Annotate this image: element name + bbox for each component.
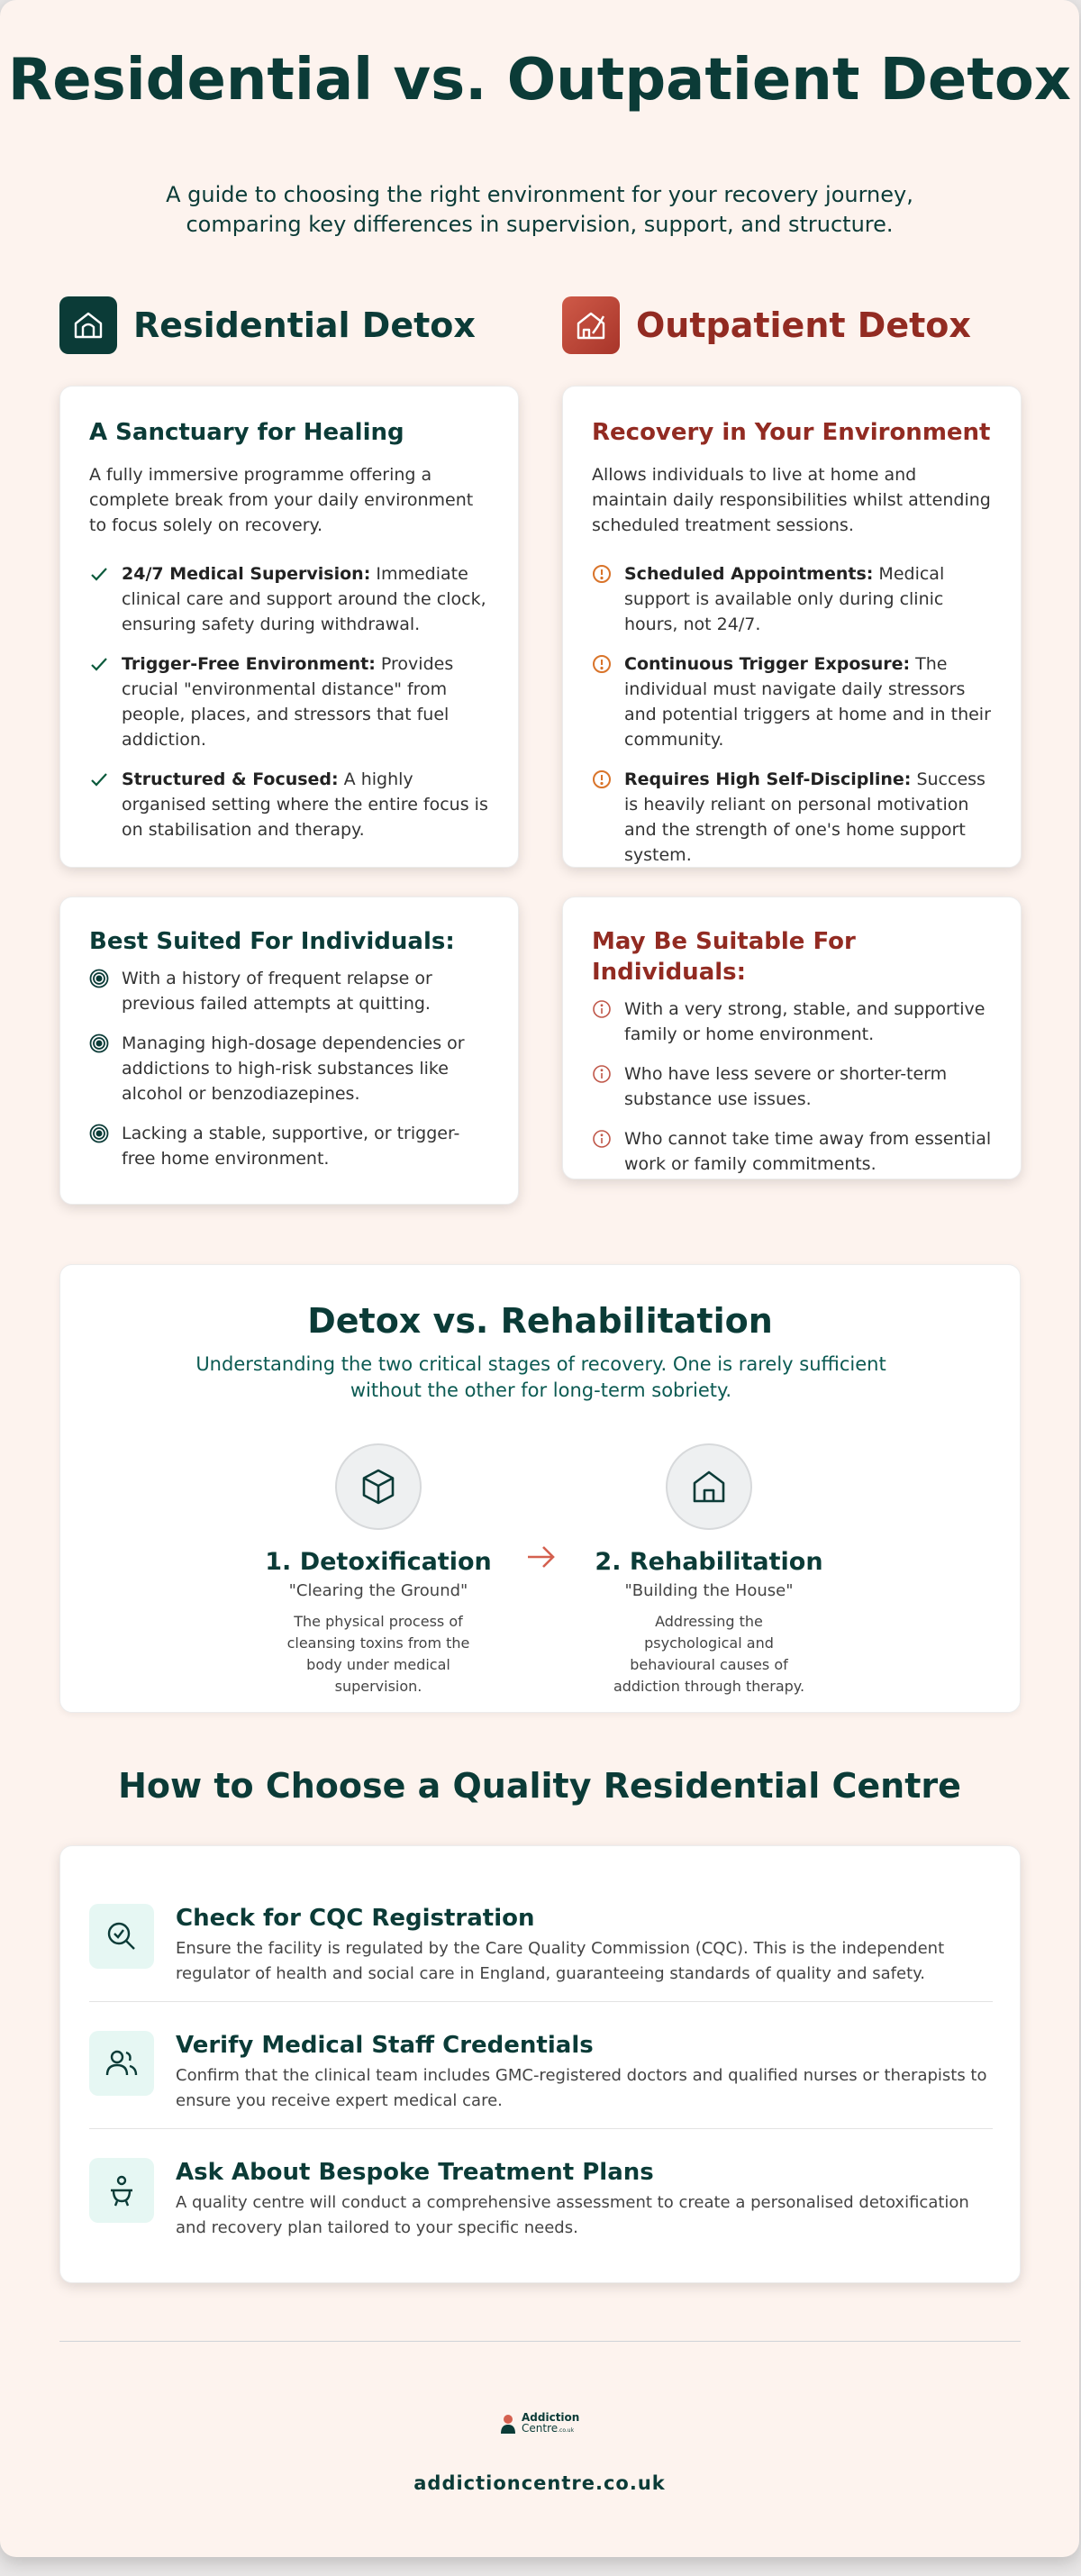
house-icon xyxy=(59,296,117,354)
criterion-text: A quality centre will conduct a comprehensive assessment to create a personalised detoxification and recovery plan tailored to your specific needs. xyxy=(176,2193,969,2237)
alert-circle-icon xyxy=(592,561,624,637)
criterion-treatment-plans xyxy=(89,2158,993,2241)
detox-vs-rehab-card xyxy=(59,1264,1021,1713)
page-subtitle: A guide to choosing the right environment for your recovery journey, comparing key differences in supervision, support, and structure. xyxy=(166,182,913,237)
logo-line2: Centre xyxy=(522,2421,559,2435)
criterion-cqc xyxy=(89,1904,993,1987)
check-icon xyxy=(89,651,122,752)
list-item xyxy=(89,767,489,842)
criterion-text: Ensure the facility is regulated by the Care Quality Commission (CQC). This is the independent regulator of health and social care in England, guaranteeing standards of quality and safety. xyxy=(176,1939,945,1983)
suited-text: Who have less severe or shorter-term substance use issues. xyxy=(624,1064,948,1109)
list-item xyxy=(592,997,992,1047)
feature-title: Requires High Self-Discipline: xyxy=(624,769,912,789)
cube-icon xyxy=(335,1443,422,1530)
list-item xyxy=(89,966,489,1016)
list-item xyxy=(89,561,489,637)
choose-criteria-card xyxy=(59,1845,1021,2283)
suited-text: Lacking a stable, supportive, or trigger-free home environment. xyxy=(122,1124,460,1169)
list-item xyxy=(89,1121,489,1171)
info-icon xyxy=(592,997,624,1047)
residential-heading xyxy=(59,296,476,355)
check-icon xyxy=(89,767,122,842)
section-title: Detox vs. Rehabilitation xyxy=(307,1301,773,1341)
card-title: A Sanctuary for Healing xyxy=(89,419,404,446)
target-icon xyxy=(89,1121,122,1171)
person-plan-icon xyxy=(89,2158,154,2223)
criterion-title: Ask About Bespoke Treatment Plans xyxy=(176,2159,654,2186)
divider xyxy=(89,2001,993,2002)
brand-logo xyxy=(498,2404,588,2444)
info-icon xyxy=(592,1126,624,1177)
alert-circle-icon xyxy=(592,767,624,868)
stage-description: Addressing the psychological and behavioural causes of addiction through therapy. xyxy=(613,1613,805,1695)
logo-mark-icon xyxy=(498,2412,518,2435)
card-intro: A fully immersive programme offering a complete break from your daily environment to focus solely on recovery. xyxy=(89,465,474,535)
suited-text: With a history of frequent relapse or previous failed attempts at quitting. xyxy=(122,969,432,1014)
suited-title: May Be Suitable For Individuals: xyxy=(592,928,856,986)
list-item xyxy=(89,1031,489,1106)
feature-title: Trigger-Free Environment: xyxy=(122,654,376,674)
section-subtitle: Understanding the two critical stages of recovery. One is rarely sufficient without the other for long-term sobriety. xyxy=(195,1353,886,1401)
stage-title: 2. Rehabilitation xyxy=(595,1548,823,1576)
feature-text: Medical support is available only during clinic hours, not 24/7. xyxy=(624,564,945,634)
search-check-icon xyxy=(89,1904,154,1969)
feature-title: Scheduled Appointments: xyxy=(624,564,874,584)
list-item xyxy=(592,561,992,637)
list-item xyxy=(592,767,992,868)
footer-divider xyxy=(59,2341,1021,2342)
choose-section-title: How to Choose a Quality Residential Centre xyxy=(118,1766,961,1806)
feature-text: Provides crucial "environmental distance" from people, places, and stressors that fuel addiction. xyxy=(122,654,454,750)
stage-quote: "Building the House" xyxy=(624,1581,794,1600)
logo-line1: Addiction xyxy=(522,2410,580,2424)
stage-detoxification xyxy=(261,1443,495,1698)
users-icon xyxy=(89,2031,154,2096)
logo-text xyxy=(522,2412,579,2436)
info-icon xyxy=(592,1061,624,1112)
target-icon xyxy=(89,966,122,1016)
alert-circle-icon xyxy=(592,651,624,752)
feature-title: Continuous Trigger Exposure: xyxy=(624,654,911,674)
outpatient-suited-card xyxy=(562,897,1022,1179)
house-icon xyxy=(666,1443,752,1530)
card-title: Recovery in Your Environment xyxy=(592,419,991,446)
list-item xyxy=(592,651,992,752)
criterion-title: Verify Medical Staff Credentials xyxy=(176,2032,594,2059)
divider xyxy=(89,2128,993,2129)
arrow-right-icon xyxy=(523,1539,559,1575)
suited-text: Managing high-dosage dependencies or addictions to high-risk substances like alcohol or benzodiazepines. xyxy=(122,1033,465,1104)
feature-text: Success is heavily reliant on personal motivation and the strength of one's home support system. xyxy=(624,769,986,865)
feature-title: Structured & Focused: xyxy=(122,769,339,789)
suited-text: With a very strong, stable, and supportive family or home environment. xyxy=(624,999,986,1044)
home-chart-icon xyxy=(562,296,620,354)
outpatient-heading-text: Outpatient Detox xyxy=(636,305,971,345)
feature-text: A highly organised setting where the entire focus is on stabilisation and therapy. xyxy=(122,769,488,840)
feature-text: The individual must navigate daily stressors and potential triggers at home and in their community. xyxy=(624,654,991,750)
suited-text: Who cannot take time away from essential work or family commitments. xyxy=(624,1129,992,1174)
website-link[interactable]: addictioncentre.co.uk xyxy=(413,2472,666,2494)
feature-title: 24/7 Medical Supervision: xyxy=(122,564,371,584)
residential-suited-card xyxy=(59,897,519,1205)
list-item xyxy=(592,1126,992,1177)
residential-feature-card xyxy=(59,386,519,868)
stage-quote: "Clearing the Ground" xyxy=(288,1581,468,1600)
stage-rehabilitation xyxy=(592,1443,826,1698)
logo-suffix: .co.uk xyxy=(558,2426,575,2434)
outpatient-feature-card xyxy=(562,386,1022,868)
criterion-staff xyxy=(89,2031,993,2114)
feature-text: Immediate clinical care and support around the clock, ensuring safety during withdrawal. xyxy=(122,564,486,634)
criterion-title: Check for CQC Registration xyxy=(176,1905,535,1932)
stage-title: 1. Detoxification xyxy=(265,1548,492,1576)
criterion-text: Confirm that the clinical team includes GMC-registered doctors and qualified nurses or therapists to ensure you receive expert medical care. xyxy=(176,2066,987,2110)
check-icon xyxy=(89,561,122,637)
stage-description: The physical process of cleansing toxins from the body under medical supervision. xyxy=(286,1613,470,1695)
list-item xyxy=(89,651,489,752)
list-item xyxy=(592,1061,992,1112)
card-intro: Allows individuals to live at home and maintain daily responsibilities whilst attending scheduled treatment sessions. xyxy=(592,465,991,535)
page-title: Residential vs. Outpatient Detox xyxy=(7,47,1072,114)
target-icon xyxy=(89,1031,122,1106)
outpatient-heading xyxy=(562,296,971,355)
suited-title: Best Suited For Individuals: xyxy=(89,928,455,955)
residential-heading-text: Residential Detox xyxy=(133,305,476,345)
